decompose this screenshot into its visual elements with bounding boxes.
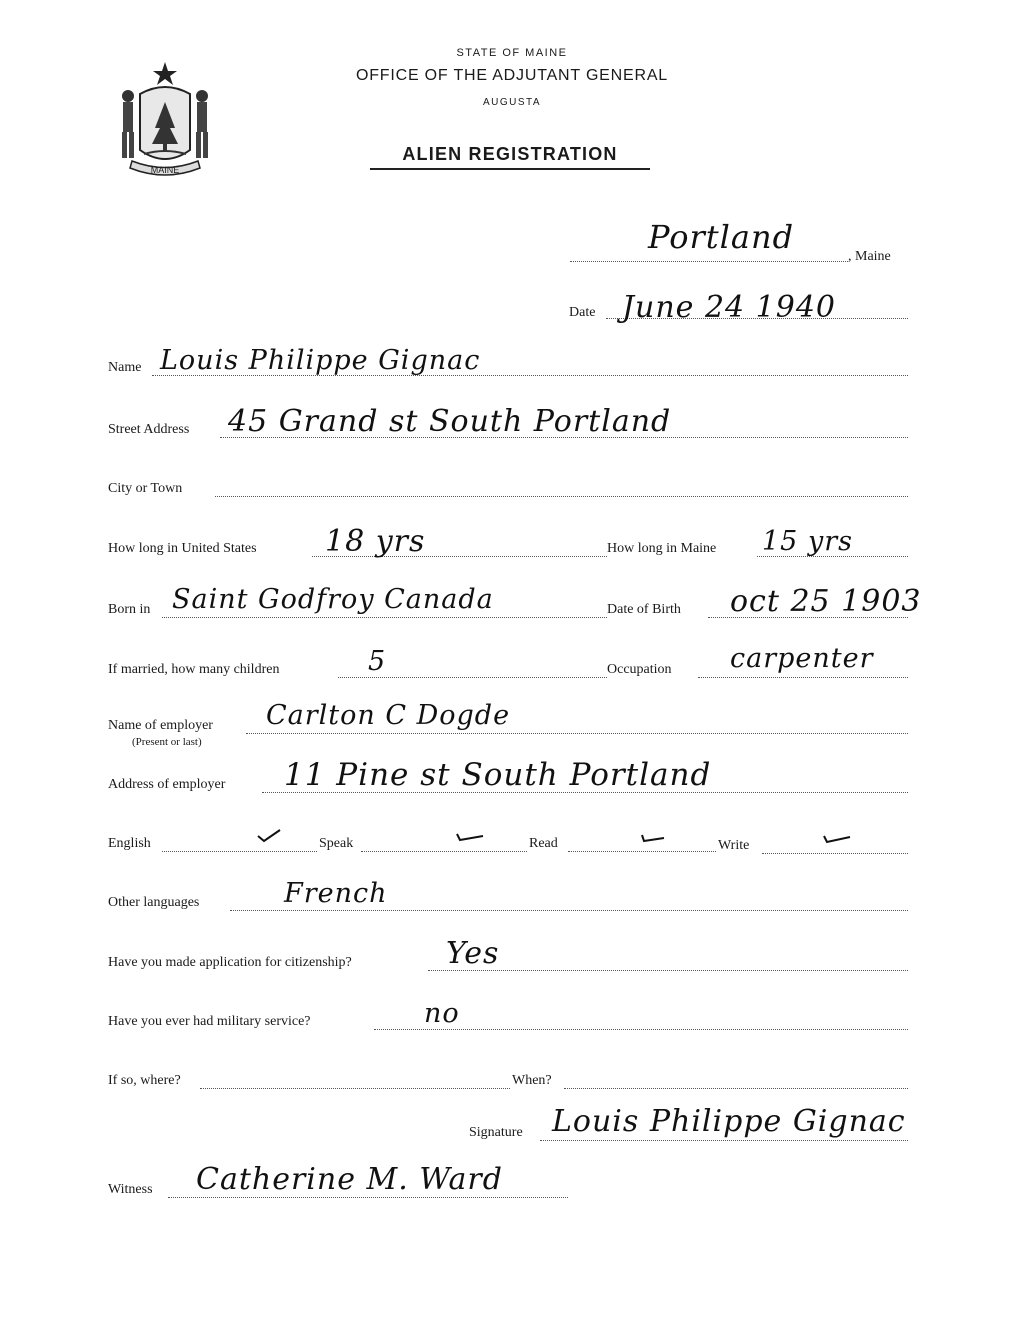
read-label: Read	[529, 836, 558, 851]
speak-label: Speak	[319, 836, 354, 851]
citizenship-line	[428, 970, 908, 971]
children-label: If married, how many children	[108, 662, 280, 677]
employer-value[interactable]: Carlton C Dogde	[266, 700, 511, 731]
citizenship-label: Have you made application for citizenship?	[108, 955, 352, 970]
speak-line	[361, 851, 527, 852]
signature-value[interactable]: Louis Philippe Gignac	[552, 1104, 906, 1139]
other-languages-label: Other languages	[108, 895, 200, 910]
english-check-icon[interactable]	[256, 828, 282, 844]
seal-text: MAINE	[150, 165, 180, 175]
witness-value[interactable]: Catherine M. Ward	[196, 1162, 503, 1197]
place-suffix: , Maine	[848, 249, 891, 264]
write-line	[762, 853, 908, 854]
name-label: Name	[108, 360, 142, 375]
street-label: Street Address	[108, 422, 190, 437]
dob-value[interactable]: oct 25 1903	[730, 584, 922, 619]
name-value[interactable]: Louis Philippe Gignac	[160, 345, 481, 376]
date-value[interactable]: June 24 1940	[622, 290, 837, 325]
form-title: ALIEN REGISTRATION	[370, 144, 650, 170]
place-value[interactable]: Portland	[648, 218, 795, 256]
header-office: OFFICE OF THE ADJUTANT GENERAL	[355, 67, 669, 84]
children-line	[338, 677, 607, 678]
employer-address-label: Address of employer	[108, 777, 226, 792]
signature-label: Signature	[469, 1125, 523, 1140]
children-value[interactable]: 5	[368, 646, 387, 677]
employer-line	[246, 733, 908, 734]
where-label: If so, where?	[108, 1073, 181, 1088]
dob-label: Date of Birth	[607, 602, 681, 617]
born-in-line	[162, 617, 607, 618]
english-line	[162, 851, 317, 852]
write-check-icon[interactable]	[822, 831, 852, 845]
read-check-icon[interactable]	[640, 832, 666, 846]
other-languages-line	[230, 910, 908, 911]
employer-sublabel: (Present or last)	[132, 736, 202, 748]
born-in-label: Born in	[108, 602, 151, 617]
military-label: Have you ever had military service?	[108, 1014, 311, 1029]
write-label: Write	[718, 838, 750, 853]
witness-line	[168, 1197, 568, 1198]
born-in-value[interactable]: Saint Godfroy Canada	[172, 584, 494, 615]
date-label: Date	[569, 305, 596, 320]
occupation-line	[698, 677, 908, 678]
speak-check-icon[interactable]	[455, 830, 485, 844]
how-long-maine-value[interactable]: 15 yrs	[762, 526, 853, 557]
street-value[interactable]: 45 Grand st South Portland	[228, 404, 672, 439]
occupation-label: Occupation	[607, 662, 672, 677]
when-line	[564, 1088, 908, 1089]
header-state: STATE OF MAINE	[456, 47, 568, 59]
read-line	[568, 851, 716, 852]
city-line	[215, 496, 908, 497]
employer-address-value[interactable]: 11 Pine st South Portland	[284, 757, 712, 793]
when-label: When?	[512, 1073, 552, 1088]
how-long-maine-label: How long in Maine	[607, 541, 717, 556]
employer-label: Name of employer	[108, 718, 213, 733]
military-line	[374, 1029, 908, 1030]
military-value[interactable]: no	[424, 998, 460, 1029]
how-long-us-value[interactable]: 18 yrs	[325, 524, 426, 559]
witness-label: Witness	[108, 1182, 153, 1197]
where-line	[200, 1088, 510, 1089]
other-languages-value[interactable]: French	[284, 878, 388, 909]
city-label: City or Town	[108, 481, 183, 496]
how-long-us-label: How long in United States	[108, 541, 257, 556]
occupation-value[interactable]: carpenter	[730, 643, 874, 674]
place-line	[570, 261, 848, 262]
english-label: English	[108, 836, 151, 851]
signature-line	[540, 1140, 908, 1141]
citizenship-value[interactable]: Yes	[446, 936, 500, 971]
header-city: AUGUSTA	[482, 97, 542, 108]
